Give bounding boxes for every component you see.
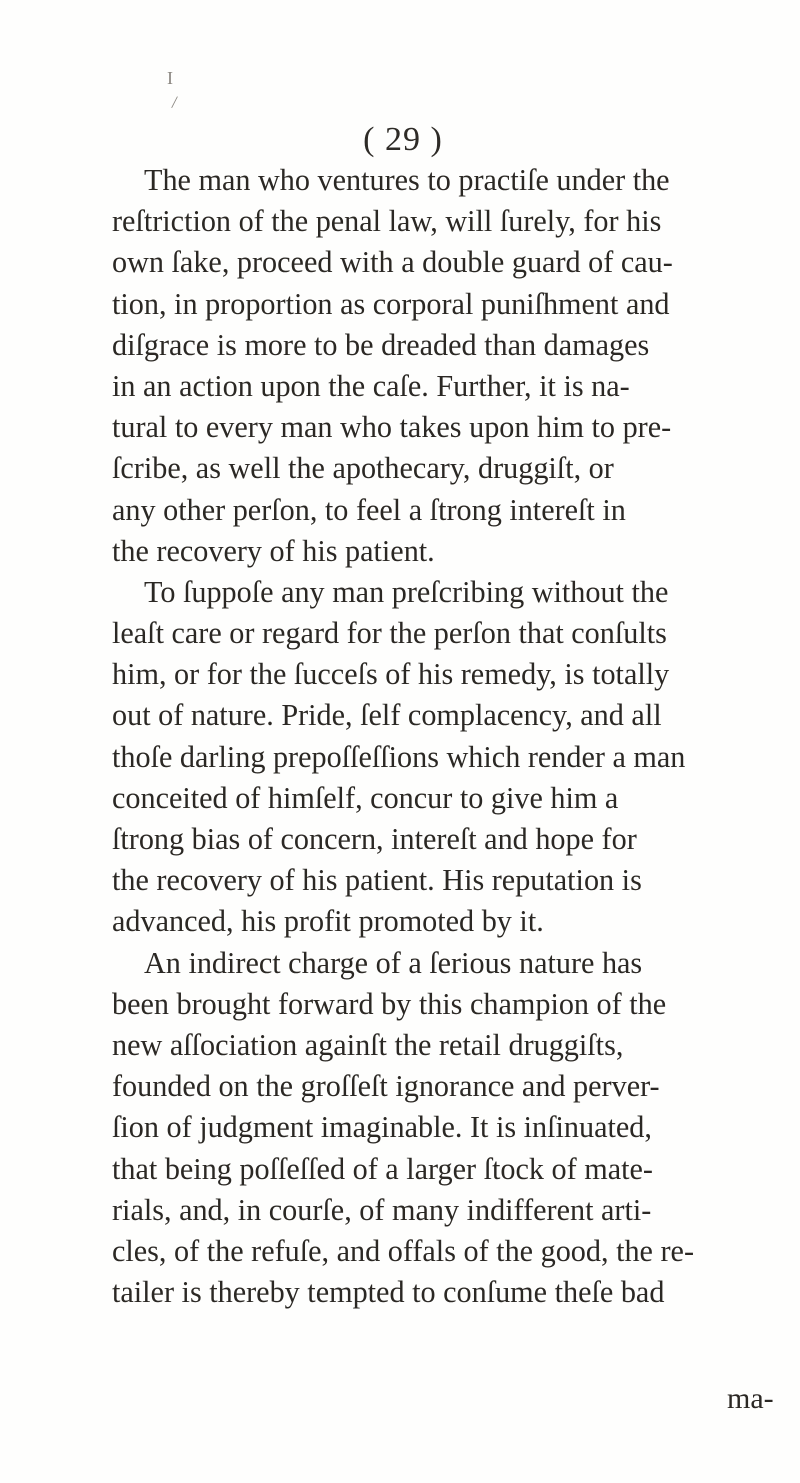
text-line: new aſſociation againſt the retail druggiſts, xyxy=(112,1027,624,1062)
text-line: the recovery of his patient. xyxy=(112,533,435,568)
text-line: any other perſon, to feel a ſtrong intereſt in xyxy=(112,492,626,527)
text-line: ſion of judgment imaginable. It is inſinuated, xyxy=(112,1110,652,1145)
text-line: diſgrace is more to be dreaded than damages xyxy=(112,327,650,362)
page-number: ( 29 ) xyxy=(363,121,443,158)
stray-mark: / xyxy=(170,91,179,113)
text-line: been brought forward by this champion of the xyxy=(112,986,667,1021)
text-line: ſtrong bias of concern, intereſt and hope for xyxy=(112,822,637,856)
text-line: leaſt care or regard for the perſon that conſults xyxy=(112,616,667,651)
text-line: ſcribe, as well the apothecary, druggiſt, or xyxy=(112,451,614,486)
text-line: own ſake, proceed with a double guard of cau- xyxy=(112,245,673,280)
stray-mark: I xyxy=(167,68,173,88)
catchword: ma- xyxy=(727,1382,774,1415)
body-text xyxy=(112,160,792,1313)
text-line: in an action upon the caſe. Further, it is na- xyxy=(112,368,630,403)
text-line: advanced, his profit promoted by it. xyxy=(112,904,544,939)
text-line: out of nature. Pride, ſelf complacency, and all xyxy=(112,698,662,733)
text-line: The man who ventures to practiſe under the xyxy=(144,163,670,197)
text-line: reſtriction of the penal law, will ſurely, for his xyxy=(112,204,662,239)
text-line: the recovery of his patient. His reputation is xyxy=(112,863,642,898)
text-line: that being poſſeſſed of a larger ſtock of mate- xyxy=(112,1151,653,1186)
text-line: tion, in proportion as corporal puniſhment and xyxy=(112,286,670,321)
text-line: him, or for the ſucceſs of his remedy, is totally xyxy=(112,657,670,692)
text-line: To ſuppoſe any man preſcribing without the xyxy=(144,574,669,609)
text-line: thoſe darling prepoſſeſſions which render a man xyxy=(112,739,686,774)
text-line: founded on the groſſeſt ignorance and perver- xyxy=(112,1069,660,1104)
text-line: tural to every man who takes upon him to pre- xyxy=(112,410,672,445)
text-line: An indirect charge of a ſerious nature has xyxy=(144,945,643,980)
text-line: tailer is thereby tempted to conſume theſe bad xyxy=(112,1275,665,1310)
text-line: rials, and, in courſe, of many indifferent arti- xyxy=(112,1192,652,1227)
text-line: cles, of the refuſe, and offals of the good, the re- xyxy=(112,1233,695,1268)
text-line: conceited of himſelf, concur to give him a xyxy=(112,780,619,815)
